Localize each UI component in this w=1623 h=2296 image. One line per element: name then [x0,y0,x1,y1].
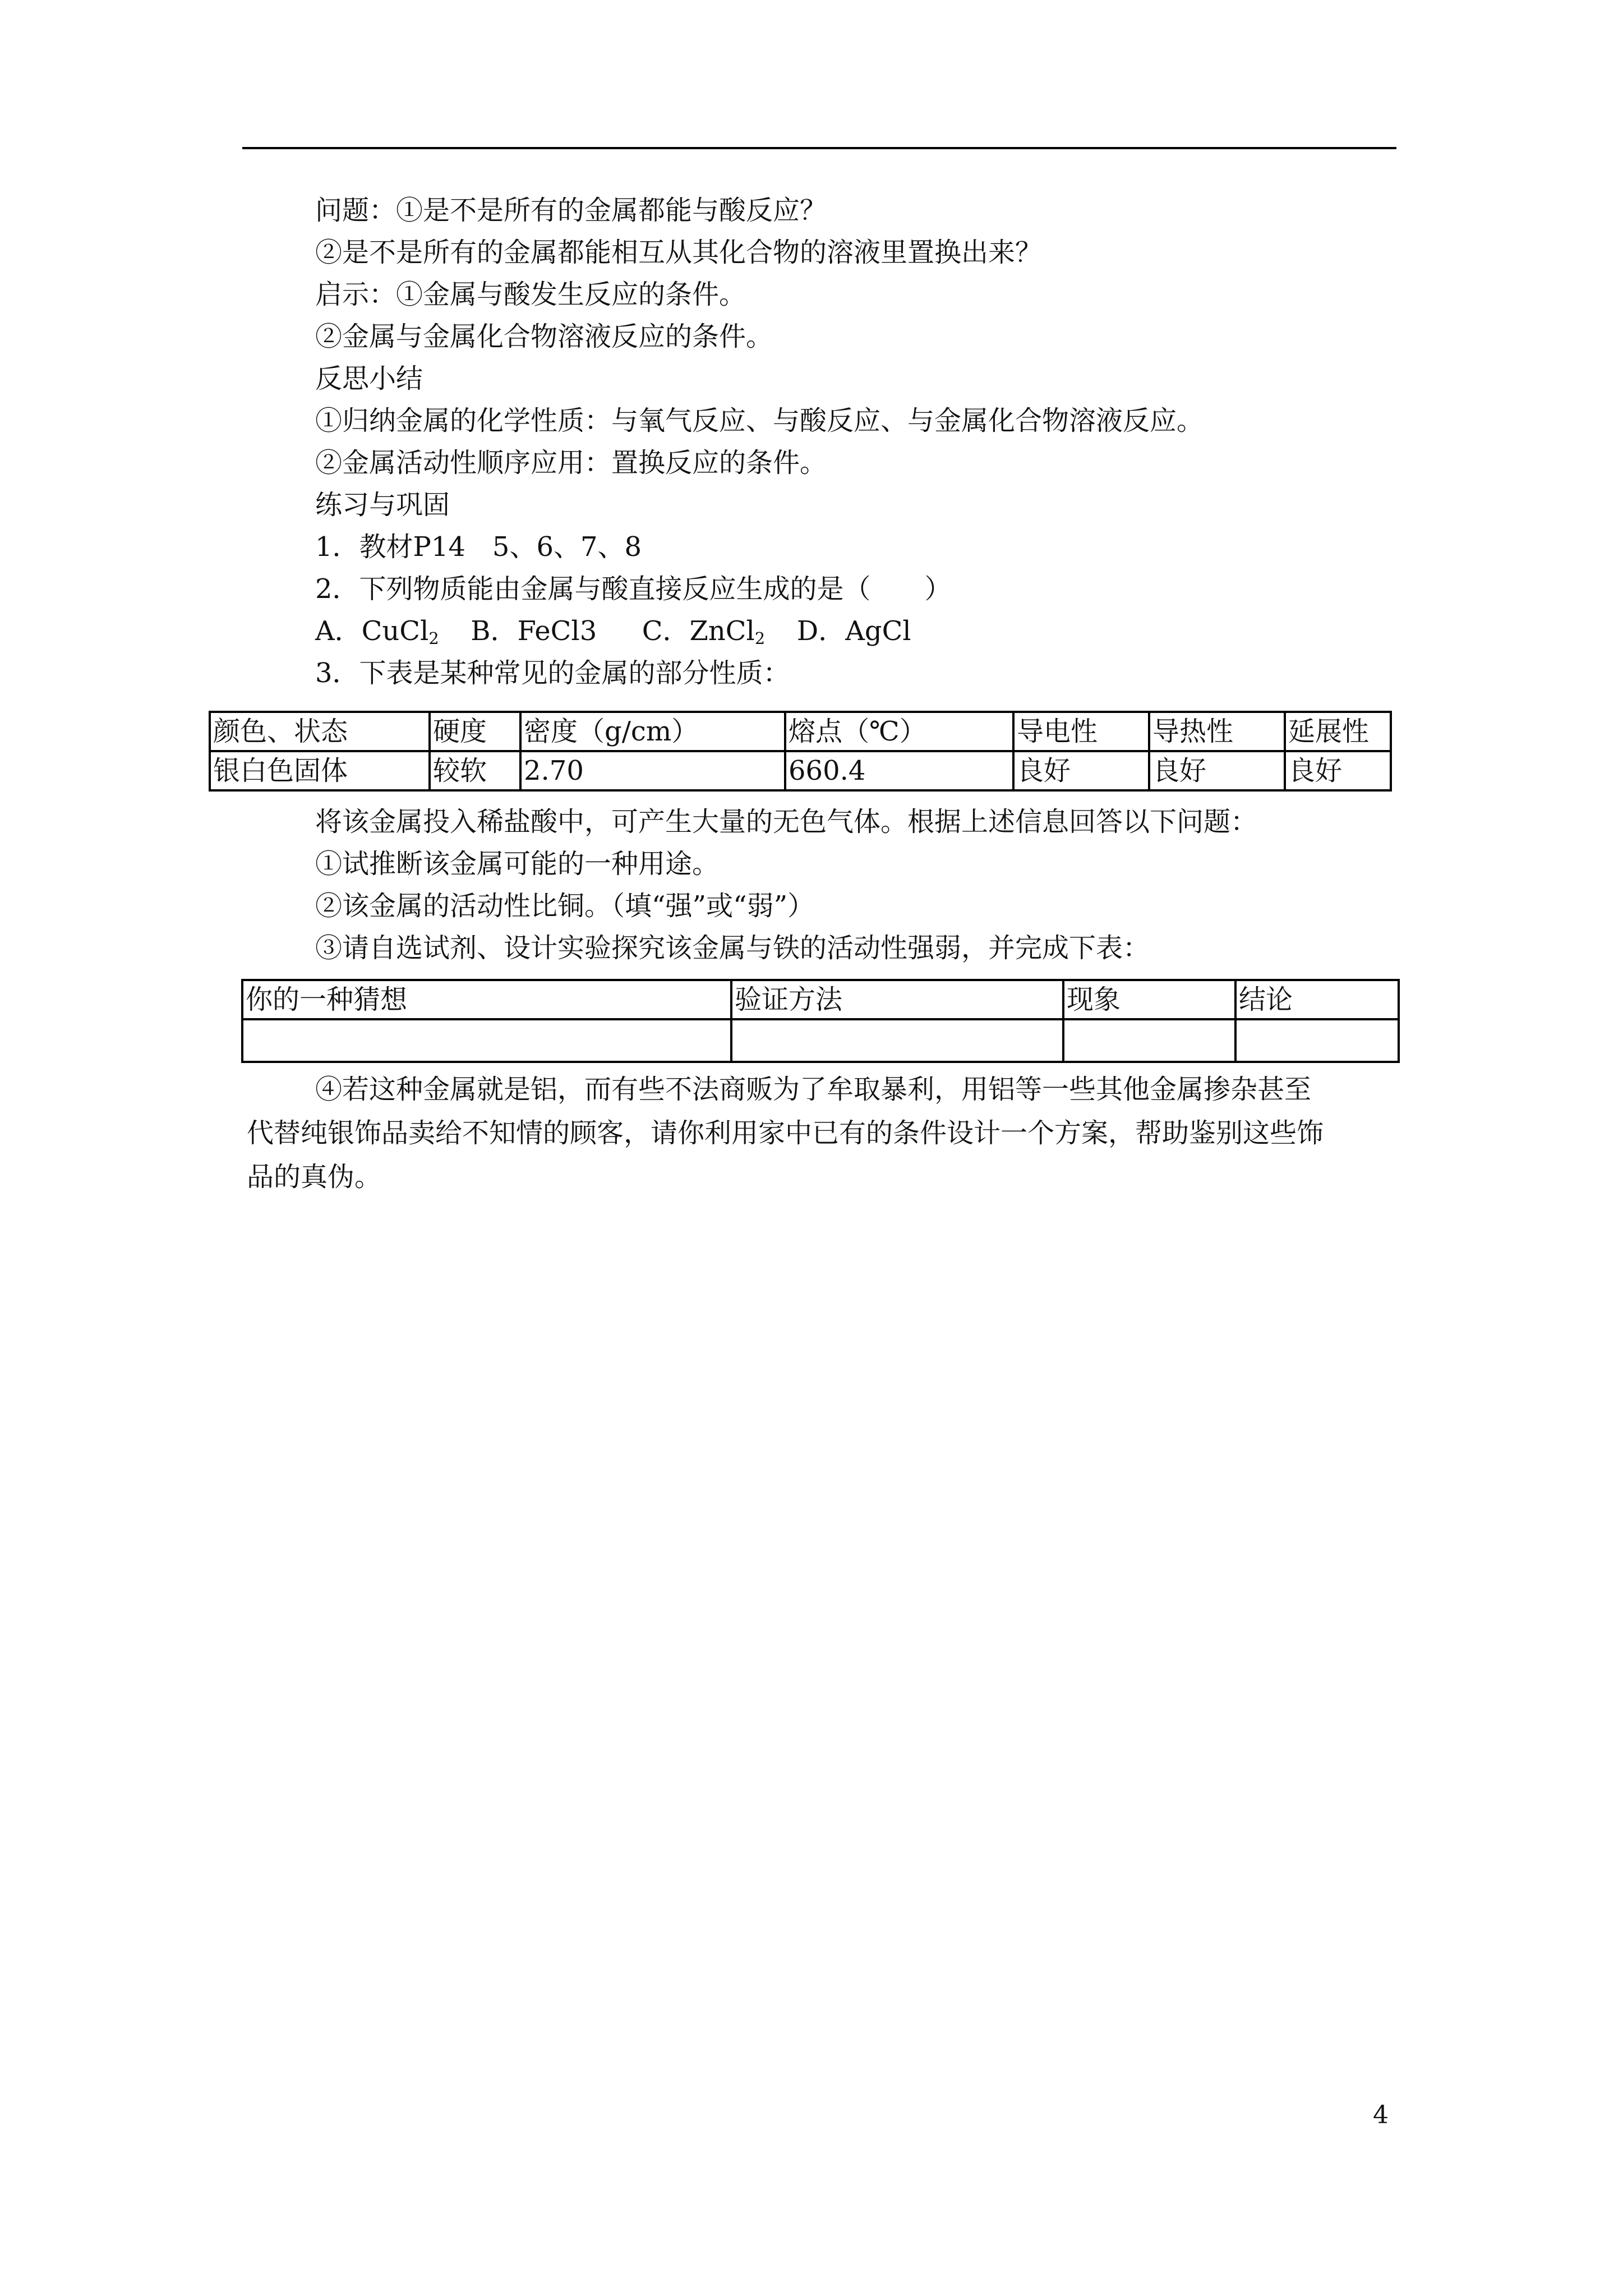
experiment-table [241,979,1400,1063]
after-table-text: 将该金属投入稀盐酸中，可产生大量的无色气体。根据上述信息回答以下问题： [315,806,1258,838]
sub-question-three: ③请自选试剂、设计实验探究该金属与铁的活动性强弱，并完成下表： [315,932,1150,964]
exercise-three-intro: 3．下表是某种常见的金属的部分性质： [315,657,790,689]
answer-options [315,614,911,655]
table-cell: 660.4 [785,751,1013,790]
table-cell-empty [731,1019,1063,1062]
question-intro: 问题：①是不是所有的金属都能与酸反应？ [315,195,827,226]
table-row [242,980,1399,1019]
section-heading-practice: 练习与巩固 [315,489,450,521]
exercise-two: 2．下列物质能由金属与酸直接反应生成的是（ ） [315,573,952,605]
table-header-cell: 延展性 [1285,712,1391,751]
summary-two: ②金属活动性顺序应用：置换反应的条件。 [315,447,827,478]
section-heading-summary: 反思小结 [315,363,423,394]
table-header-cell: 验证方法 [731,980,1063,1019]
table-cell: 良好 [1149,751,1285,790]
table-cell: 2.70 [520,751,785,790]
hint-one: 启示：①金属与酸发生反应的条件。 [315,279,746,310]
table-cell-empty [242,1019,731,1062]
table-header-cell: 你的一种猜想 [242,980,731,1019]
final-paragraph-line: ④若这种金属就是铝，而有些不法商贩为了牟取暴利，用铝等一些其他金属掺杂甚至 [315,1074,1312,1105]
question-two: ②是不是所有的金属都能相互从其化合物的溶液里置换出来？ [315,237,1043,268]
table-cell: 良好 [1013,751,1149,790]
table-cell: 银白色固体 [210,751,430,790]
table-header-cell: 熔点（℃） [785,712,1013,751]
table-cell: 良好 [1285,751,1391,790]
table-cell-empty [1063,1019,1235,1062]
table-cell-empty [1235,1019,1399,1062]
option-b: B．FeCl3 [471,615,597,647]
header-rule [242,147,1396,149]
final-paragraph-line: 品的真伪。 [247,1161,382,1193]
table-header-cell: 导热性 [1149,712,1285,751]
option-c: C．ZnCl$_2$ [642,615,766,648]
table-row [210,712,1391,751]
table-cell: 较软 [430,751,520,790]
sub-question-one: ①试推断该金属可能的一种用途。 [315,848,720,880]
table-row [210,751,1391,790]
page-number: 4 [1373,2101,1389,2129]
table-header-cell: 硬度 [430,712,520,751]
table-header-cell: 现象 [1063,980,1235,1019]
sub-question-two: ②该金属的活动性比铜。（填“强”或“弱”） [315,890,815,922]
property-table [209,711,1392,792]
table-row [242,1019,1399,1062]
hint-two: ②金属与金属化合物溶液反应的条件。 [315,321,773,352]
table-header-cell: 导电性 [1013,712,1149,751]
table-header-cell: 密度（g/cm） [520,712,785,751]
option-a: A．CuCl$_2$ [315,615,439,648]
exercise-one: 1．教材P14 5、6、7、8 [315,531,642,563]
table-header-cell: 颜色、状态 [210,712,430,751]
option-d: D．AgCl [796,615,911,647]
final-paragraph-line: 代替纯银饰品卖给不知情的顾客，请你利用家中已有的条件设计一个方案，帮助鉴别这些饰 [247,1117,1324,1149]
table-header-cell: 结论 [1235,980,1399,1019]
summary-one: ①归纳金属的化学性质：与氧气反应、与酸反应、与金属化合物溶液反应。 [315,405,1204,436]
